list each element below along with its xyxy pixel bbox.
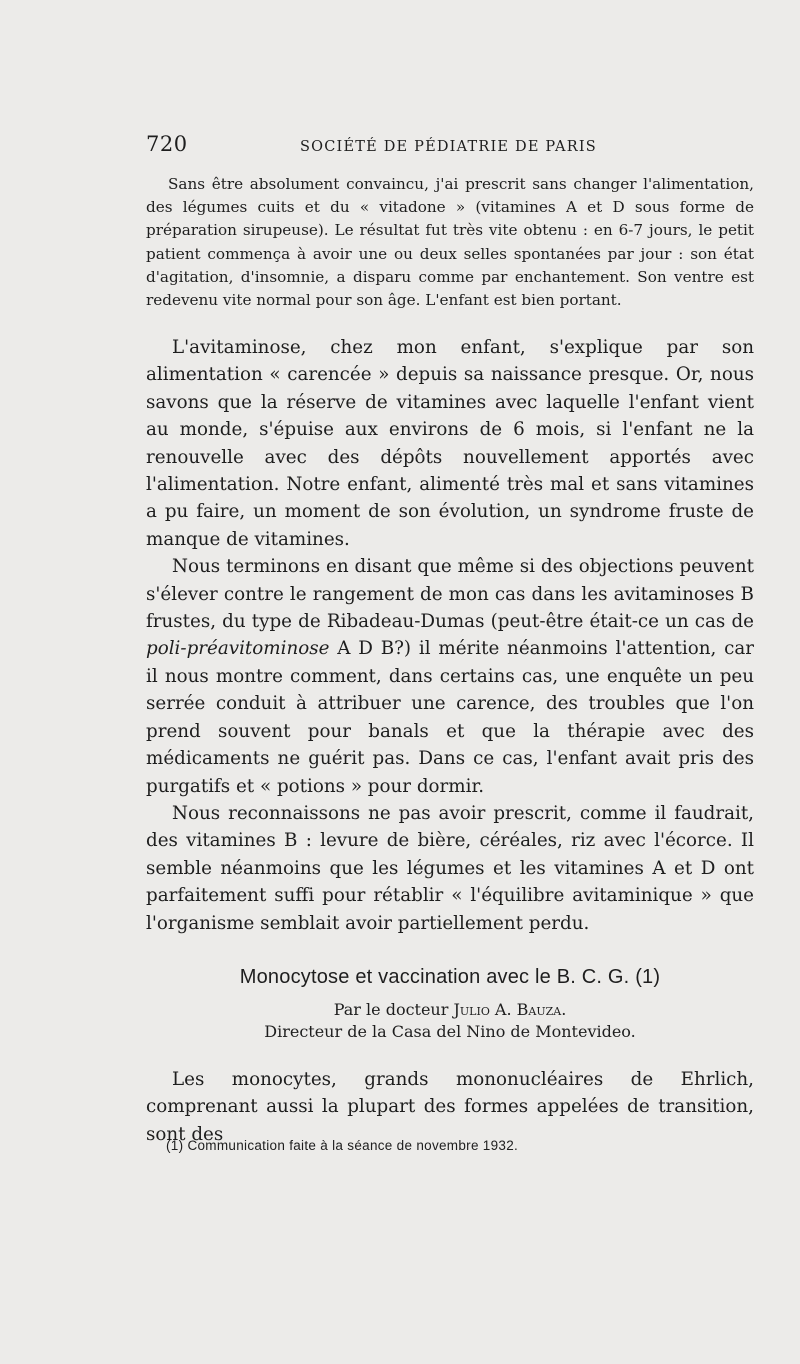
article-title: Monocytose et vaccination avec le B. C. G. (1) [239,966,661,988]
conclusion-emphasis: poli-préavitominose [146,638,330,660]
author-affiliation: Directeur de la Casa del Nino de Montevideo. [264,1022,636,1041]
case-report-paragraph [146,173,754,312]
paragraph-vitamines-b: Nous reconnaissons ne pas avoir prescrit, comme il faudrait, des vitamines B : levure de bière, céréales, riz avec l'écorce. Il semble néanmoins que les légumes et les vitamines A et D ont parfaitement suffi pour rétablir « l'équilibre avitaminique » que l'organisme semblait avoir partiellement perdu. [146,802,754,934]
paragraph-avitaminose: L'avitaminose, chez mon enfant, s'explique par son alimentation « carencée » depuis sa naissance presque. Or, nous savons que la réserve de vitamines avec laquelle l'enfant vient au monde, s'épuise aux environs de 6 mois, si l'enfant ne la renouvelle avec des dépôts nouvellement apportés avec l'alimentation. Notre enfant, alimenté très mal et sans vitamines a pu faire, un moment de son évolution, un syndrome fruste de manque de vitamines. [146,337,754,550]
footnote: (1) Communication faite à la séance de novembre 1932. [166,1138,519,1153]
page-header [146,132,754,162]
small-text: Sans être absolument convaincu, j'ai prescrit sans changer l'alimentation, des légumes cuits et du « vitadone » (vitamines A et D sous forme de préparation sirupeuse). Le résultat fut très vite obtenu : en 6-7 jours, le petit patient commença à avoir une ou deux selles spontanées par jour : son état d'agitation, d'insomnie, a disparu comme par enchantement. Son ventre est redevenu vite normal pour son âge. L'enfant est bien portant. [146,175,754,310]
running-title: SOCIÉTÉ DE PÉDIATRIE DE PARIS [300,139,597,155]
author-name: Julio A. Bauza. [453,1000,567,1019]
article-body [146,1066,754,1148]
article-byline [146,1000,754,1019]
paragraph-conclusion [146,553,754,800]
byline-prefix: Par le docteur [333,1000,449,1019]
article-opening-paragraph: Les monocytes, grands mononucléaires de Ehrlich, comprenant aussi la plupart des formes appelées de transition, sont des [146,1069,754,1145]
conclusion-text-after: A D B?) il mérite néanmoins l'attention, car il nous montre comment, dans certains cas, une enquête un peu serrée conduit à attribuer une carence, des troubles que l'on prend souvent pour banals et que la thérapie avec des médicaments ne guérit pas. Dans ce cas, l'enfant avait pris des purgatifs et « potions » pour dormir. [146,638,754,797]
discussion-section [146,334,754,937]
page-number: 720 [146,132,188,156]
conclusion-text-before: Nous terminons en disant que même si des objections peuvent s'élever contre le rangement de mon cas dans les avitaminoses B frustes, du type de Ribadeau-Dumas (peut-être était-ce un cas de [146,556,754,633]
